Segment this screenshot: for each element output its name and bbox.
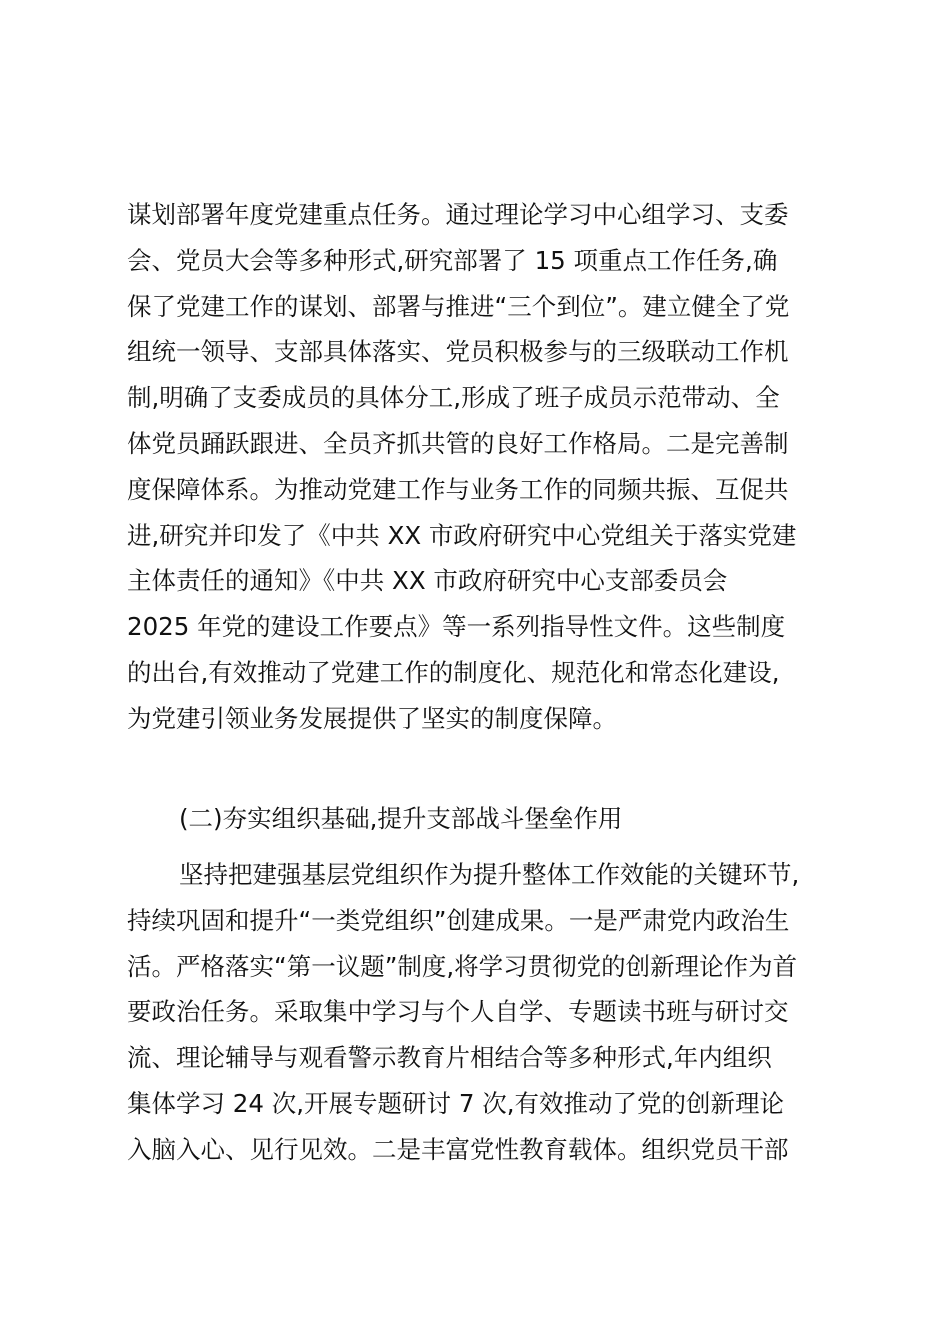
text-line: 进,研究并印发了《中共 XX 市政府研究中心党组关于落实党建 <box>127 520 797 550</box>
text-line: 为党建引领业务发展提供了坚实的制度保障。 <box>127 703 617 733</box>
section-heading-text: (二)夯实组织基础,提升支部战斗堡垒作用 <box>179 804 623 833</box>
text-line: 流、理论辅导与观看警示教育片相结合等多种形式,年内组织 <box>127 1043 772 1073</box>
text-line: 的出台,有效推动了党建工作的制度化、规范化和常态化建设, <box>127 657 780 687</box>
text-line: 活。严格落实“第一议题”制度,将学习贯彻党的创新理论作为首 <box>127 951 798 981</box>
text-line: 制,明确了支委成员的具体分工,形成了班子成员示范带动、全 <box>127 383 780 413</box>
text-line: 坚持把建强基层党组织作为提升整体工作效能的关键环节, <box>179 860 800 889</box>
text-line: 主体责任的通知》《中共 XX 市政府研究中心支部委员会 <box>127 566 728 596</box>
body-paragraph-1 <box>127 192 827 742</box>
body-paragraph-2 <box>127 852 827 1173</box>
text-line: 持续巩固和提升“一类党组织”创建成果。一是严肃党内政治生 <box>127 905 790 935</box>
text-line: 组统一领导、支部具体落实、党员积极参与的三级联动工作机 <box>127 337 789 367</box>
section-heading <box>127 796 827 842</box>
text-line: 会、党员大会等多种形式,研究部署了 15 项重点工作任务,确 <box>127 245 778 275</box>
text-line: 保了党建工作的谋划、部署与推进“三个到位”。建立健全了党 <box>127 291 790 321</box>
text-line: 体党员踊跃跟进、全员齐抓共管的良好工作格局。二是完善制 <box>127 428 789 458</box>
text-line: 集体学习 24 次,开展专题研讨 7 次,有效推动了党的创新理论 <box>127 1088 784 1118</box>
text-line: 度保障体系。为推动党建工作与业务工作的同频共振、互促共 <box>127 474 789 504</box>
text-line: 入脑入心、见行见效。二是丰富党性教育载体。组织党员干部 <box>127 1134 789 1164</box>
text-line: 要政治任务。采取集中学习与个人自学、专题读书班与研讨交 <box>127 997 789 1027</box>
text-line: 谋划部署年度党建重点任务。通过理论学习中心组学习、支委 <box>127 200 789 229</box>
text-line: 2025 年党的建设工作要点》等一系列指导性文件。这些制度 <box>127 612 786 642</box>
